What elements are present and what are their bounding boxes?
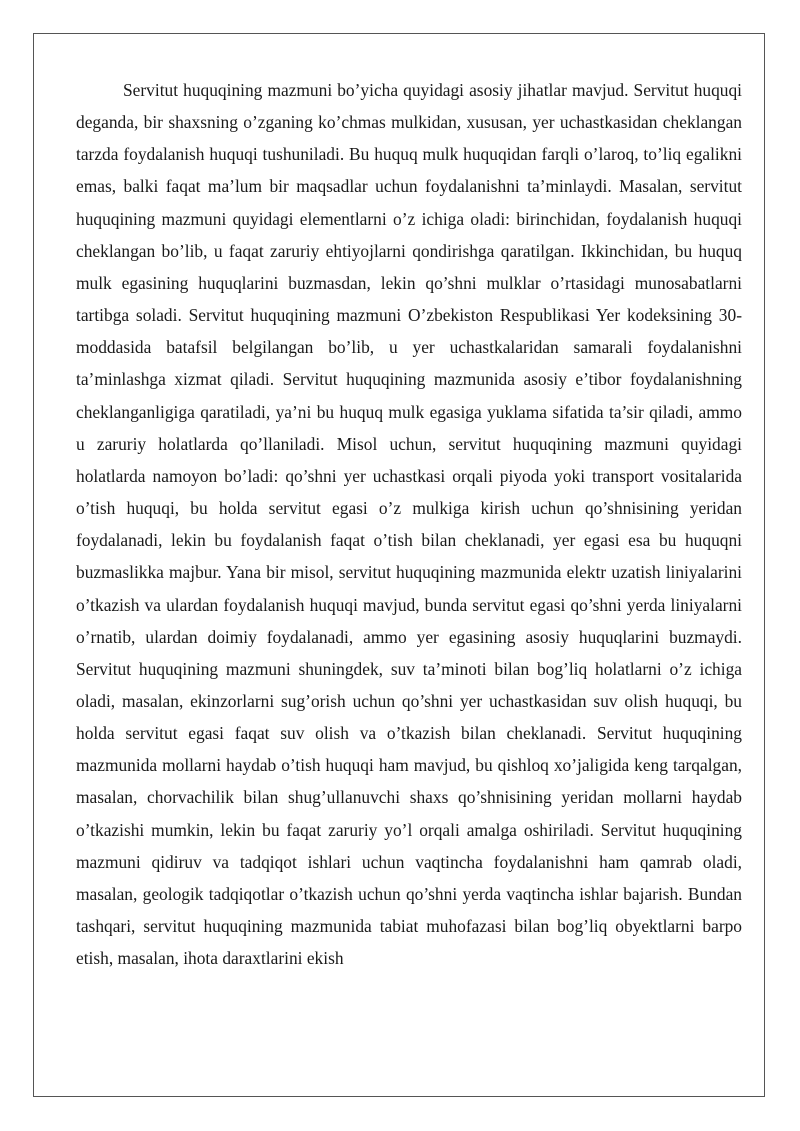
body-paragraph: Servitut huquqining mazmuni bo’yicha quyidagi asosiy jihatlar mavjud. Servitut huquqi deganda, bir shaxsning o’zganing ko’chmas mulkidan, xususan, yer uchastkasidan cheklangan tarzda foydalanish huquqi tushuniladi. Bu huquq mulk huquqidan farqli o’laroq, to’liq egalikni emas, balki faqat ma’lum bir maqsadlar uchun foydalanishni ta’minlaydi. Masalan, servitut huquqining mazmuni quyidagi elementlarni o’z ichiga oladi: birinchidan, foydalanish huquqi cheklangan bo’lib, u faqat zaruriy ehtiyojlarni qondirishga qaratilgan. Ikkinchidan, bu huquq mulk egasining huquqlarini buzmasdan, lekin qo’shni mulklar o’rtasidagi munosabatlarni tartibga soladi. Servitut huquqining mazmuni O’zbekiston Respublikasi Yer kodeksining 30-moddasida batafsil belgilangan bo’lib, u yer uchastkalaridan samarali foydalanishni ta’minlashga xizmat qiladi. Servitut huquqining mazmunida asosiy e’tibor foydalanishning cheklanganligiga qaratiladi, ya’ni bu huquq mulk egasiga yuklama sifatida ta’sir qiladi, ammo u zaruriy holatlarda qo’llaniladi. Misol uchun, servitut huquqining mazmuni quyidagi holatlarda namoyon bo’ladi: qo’shni yer uchastkasi orqali piyoda yoki transport vositalarida o’tish huquqi, bu holda servitut egasi o’z mulkiga kirish uchun qo’shnisining yeridan foydalanadi, lekin bu foydalanish faqat o’tish bilan cheklanadi, yer egasi esa bu huquqni buzmaslikka majbur. Yana bir misol, servitut huquqining mazmunida elektr uzatish liniyalarini o’tkazish va ulardan foydalanish huquqi mavjud, bunda servitut egasi qo’shni yerda liniyalarni o’rnatib, ulardan doimiy foydalanadi, ammo yer egasining asosiy huquqlarini buzmaydi. Servitut huquqining mazmuni shuningdek, suv ta’minoti bilan bog’liq holatlarni o’z ichiga oladi, masalan, ekinzorlarni sug’orish uchun qo’shni yer uchastkasidan suv olish huquqi, bu holda servitut egasi faqat suv olish va o’tkazish bilan cheklanadi. Servitut huquqining mazmunida mollarni haydab o’tish huquqi ham mavjud, bu qishloq xo’jaligida keng tarqalgan, masalan, chorvachilik bilan shug’ullanuvchi shaxs qo’shnisining yeridan mollarni haydab o’tkazishi mumkin, lekin bu faqat zaruriy yo’l orqali amalga oshiriladi. Servitut huquqining mazmuni qidiruv va tadqiqot ishlari uchun vaqtincha foydalanishni ham qamrab oladi, masalan, geologik tadqiqotlar o’tkazish uchun qo’shni yerda vaqtincha ishlar bajarish. Bundan tashqari, servitut huquqining mazmunida tabiat muhofazasi bilan bog’liq obyektlarni barpo etish, masalan, ihota daraxtlarini ekish [76,80,742,969]
